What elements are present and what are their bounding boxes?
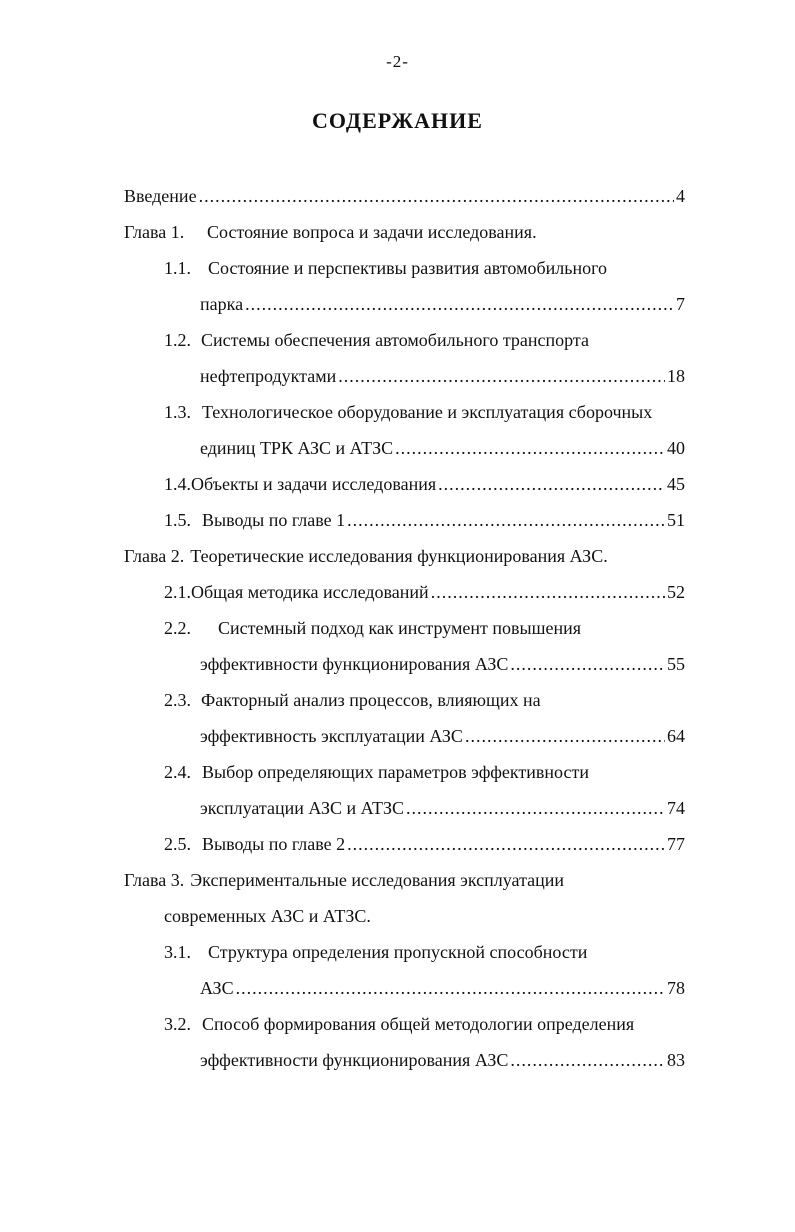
toc-entry-2-5[interactable]: 2.5. Выводы по главе 2 ..... 77 bbox=[164, 826, 685, 862]
toc-entry-2-4[interactable]: 2.4. Выбор определяющих параметров эффективности bbox=[164, 754, 685, 790]
toc-section-number: 2.1. bbox=[164, 582, 191, 602]
toc-entry-2-3-cont[interactable] bbox=[200, 718, 685, 754]
toc-section-number: 2.2. bbox=[164, 618, 191, 638]
toc-page-number: 51 bbox=[667, 510, 685, 530]
toc-entry-text: Системы обеспечения автомобильного транспорта bbox=[201, 330, 590, 350]
toc-entry-text: эффективности функционирования АЗС bbox=[200, 1050, 509, 1070]
toc-page-number: 78 bbox=[667, 978, 685, 998]
toc-chapter-number: Глава 2. bbox=[124, 546, 185, 566]
toc-entry-text: Введение bbox=[124, 186, 197, 206]
toc-page-number: 18 bbox=[667, 366, 685, 386]
toc-entry-1-1-cont[interactable] bbox=[200, 286, 685, 322]
toc-entry-text: Структура определения пропускной способности bbox=[208, 942, 588, 962]
toc-leader-dots bbox=[347, 826, 665, 862]
toc-leader-dots bbox=[395, 430, 665, 466]
toc-section-number: 1.4. bbox=[164, 474, 191, 494]
toc-entry-text: Объекты и задачи исследования bbox=[191, 474, 437, 494]
toc-entry-text: эффективность эксплуатации АЗС bbox=[200, 726, 463, 746]
toc-chapter-number: Глава 3. bbox=[124, 870, 185, 890]
toc-chapter-number: Глава 1. bbox=[124, 222, 185, 242]
toc-entry-1-1[interactable] bbox=[164, 250, 685, 286]
toc-entry-1-2-cont[interactable] bbox=[200, 358, 685, 394]
toc-entry-1-5[interactable]: 1.5. Выводы по главе 1 ..... 51 bbox=[164, 502, 685, 538]
toc-page-number: 52 bbox=[667, 582, 685, 602]
toc-entry-text: Факторный анализ процессов, влияющих на bbox=[201, 690, 541, 710]
toc-section-number: 2.3. bbox=[164, 690, 191, 710]
toc-entry-text: Состояние и перспективы развития автомобильного bbox=[208, 258, 608, 278]
toc-entry-text: эффективности функционирования АЗС bbox=[200, 654, 509, 674]
toc-entry-2-2[interactable] bbox=[164, 610, 685, 646]
toc-entry-text: эксплуатации АЗС и АТЗС bbox=[200, 798, 405, 818]
toc-leader-dots bbox=[431, 574, 665, 610]
toc-entry-1-3[interactable]: 1.3. Технологическое оборудование и эксплуатация сборочных bbox=[164, 394, 685, 430]
page-number: -2- bbox=[386, 52, 409, 71]
toc-entry-3-1-cont[interactable] bbox=[200, 970, 685, 1006]
toc-entry-text: Способ формирования общей методологии определения bbox=[202, 1014, 635, 1034]
toc-chapter-text: Экспериментальные исследования эксплуатации bbox=[190, 870, 565, 890]
toc-entry-text: АЗС bbox=[200, 978, 234, 998]
toc-page-number: 77 bbox=[667, 834, 685, 854]
toc-entry-text: Выбор определяющих параметров эффективности bbox=[202, 762, 589, 782]
toc-leader-dots bbox=[236, 970, 665, 1006]
toc-entry-text: Общая методика исследований bbox=[191, 582, 429, 602]
toc-entry-text: единиц ТРК АЗС и АТЗС bbox=[200, 438, 394, 458]
toc-entry-1-4[interactable] bbox=[164, 466, 685, 502]
toc-page-number: 74 bbox=[667, 798, 685, 818]
toc-leader-dots bbox=[347, 502, 665, 538]
toc-page-number: 40 bbox=[667, 438, 685, 458]
toc-entry-2-1[interactable] bbox=[164, 574, 685, 610]
toc-entry-2-4-cont[interactable] bbox=[200, 790, 685, 826]
toc-entry-intro[interactable] bbox=[124, 178, 685, 214]
toc-page-number: 64 bbox=[667, 726, 685, 746]
toc-entry-1-3-cont[interactable] bbox=[200, 430, 685, 466]
toc-page-number: 4 bbox=[676, 186, 685, 206]
toc-entry-1-2[interactable] bbox=[164, 322, 685, 358]
toc-page-number: 45 bbox=[667, 474, 685, 494]
toc-entry-text: нефтепродуктами bbox=[200, 366, 337, 386]
toc-chapter-text: Состояние вопроса и задачи исследования. bbox=[207, 222, 537, 242]
toc-entry-2-2-cont[interactable] bbox=[200, 646, 685, 682]
toc-entry-2-3[interactable] bbox=[164, 682, 685, 718]
toc-entry-text: Технологическое оборудование и эксплуатация сборочных bbox=[202, 402, 653, 422]
table-of-contents bbox=[124, 178, 685, 1078]
toc-entry-text: парка bbox=[200, 294, 244, 314]
toc-section-number: 1.1. bbox=[164, 258, 191, 278]
toc-chapter-2[interactable] bbox=[124, 538, 685, 574]
toc-leader-dots bbox=[438, 466, 665, 502]
toc-chapter-3-cont[interactable] bbox=[164, 898, 685, 934]
toc-leader-dots bbox=[510, 1042, 665, 1078]
toc-entry-text: Выводы по главе 1 bbox=[202, 510, 346, 530]
toc-entry-3-2-cont[interactable] bbox=[200, 1042, 685, 1078]
toc-entry-text: Системный подход как инструмент повышения bbox=[218, 618, 582, 638]
page-title: СОДЕРЖАНИЕ bbox=[312, 108, 483, 133]
toc-leader-dots bbox=[510, 646, 665, 682]
toc-entry-3-1[interactable] bbox=[164, 934, 685, 970]
toc-leader-dots bbox=[199, 178, 674, 214]
toc-section-number: 1.2. bbox=[164, 330, 191, 350]
toc-leader-dots bbox=[465, 718, 665, 754]
toc-entry-3-2[interactable]: 3.2. Способ формирования общей методологии определения bbox=[164, 1006, 685, 1042]
toc-leader-dots bbox=[245, 286, 674, 322]
toc-page-number: 83 bbox=[667, 1050, 685, 1070]
toc-leader-dots bbox=[406, 790, 665, 826]
toc-chapter-1[interactable] bbox=[124, 214, 685, 250]
toc-chapter-3[interactable] bbox=[124, 862, 685, 898]
toc-leader-dots bbox=[338, 358, 665, 394]
toc-chapter-text: Теоретические исследования функционирования АЗС. bbox=[190, 546, 608, 566]
toc-page-number: 7 bbox=[676, 294, 685, 314]
toc-entry-text: Выводы по главе 2 bbox=[202, 834, 346, 854]
toc-page-number: 55 bbox=[667, 654, 685, 674]
toc-chapter-text: современных АЗС и АТЗС. bbox=[164, 906, 371, 926]
toc-section-number: 3.1. bbox=[164, 942, 191, 962]
